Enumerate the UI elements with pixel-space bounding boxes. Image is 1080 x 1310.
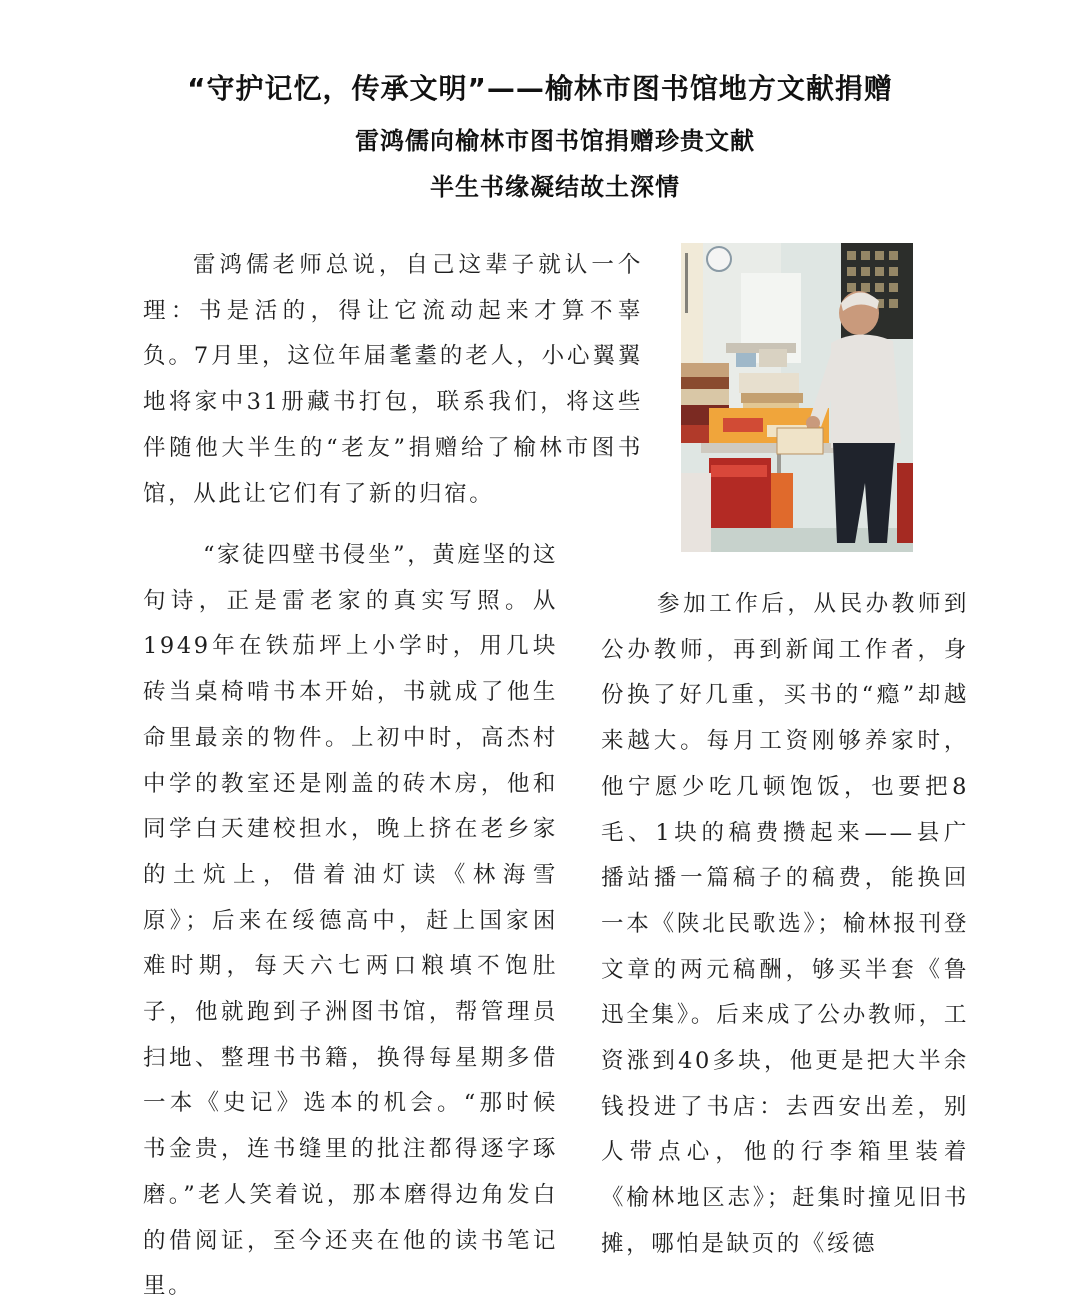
paragraph-3: 参加工作后，从民办教师到公办教师，再到新闻工作者，身份换了好几重，买书的“瘾”却越来越大。每月工资刚够养家时，他宁愿少吃几顿饱饭，也要把8毛、1块的稿费攒起来——县广播站播一篇稿子的稿费，能换回一本《陕北民歌选》；榆林报刊登文章的两元稿酬，够买半套《鲁迅全集》。后来成了公办教师，工资涨到40多块，他更是把大半余钱投进了书店：去西安出差，别人带点心，他的行李箱里装着《榆林地区志》；赶集时撞见旧书摊，哪怕是缺页的《绥德 xyxy=(601,591,969,1257)
paragraph-2: “家徒四壁书侵坐”，黄庭坚的这句诗，正是雷老家的真实写照。从1949年在铁茄坪上小学时，用几块砖当桌椅啃书本开始，书就成了他生命里最亲的物件。上初中时，高杰村中学的教室还是刚盖的砖木房，他和同学白天建校担水，晚上挤在老乡家的土炕上，借着油灯读《林海雪原》；后来在绥德高中，赶上国家困难时期，每天六七两口粮填不饱肚子，他就跑到子洲图书馆，帮管理员扫地、整理书书籍，换得每星期多借一本《史记》选本的机会。“那时候书金贵，连书缝里的批注都得逐字琢磨。”老人笑着说，那本磨得边角发白的借阅证，至今还夹在他的读书笔记里。 xyxy=(143,542,558,1300)
subtitle-line-2: 半生书缘凝结故土深情 xyxy=(430,173,680,201)
article-title: “守护记忆，传承文明”——榆林市图书馆地方文献捐赠 xyxy=(187,71,893,105)
subtitle-line-1: 雷鸿儒向榆林市图书馆捐赠珍贵文献 xyxy=(355,127,755,155)
donor-photo xyxy=(681,243,913,552)
paragraph-1: 雷鸿儒老师总说，自己这辈子就认一个理：书是活的，得让它流动起来才算不辜负。7月里，这位年届耄耋的老人，小心翼翼地将家中31册藏书打包，联系我们，将这些伴随他大半生的“老友”捐赠给了榆林市图书馆，从此让它们有了新的归宿。 xyxy=(143,252,643,507)
